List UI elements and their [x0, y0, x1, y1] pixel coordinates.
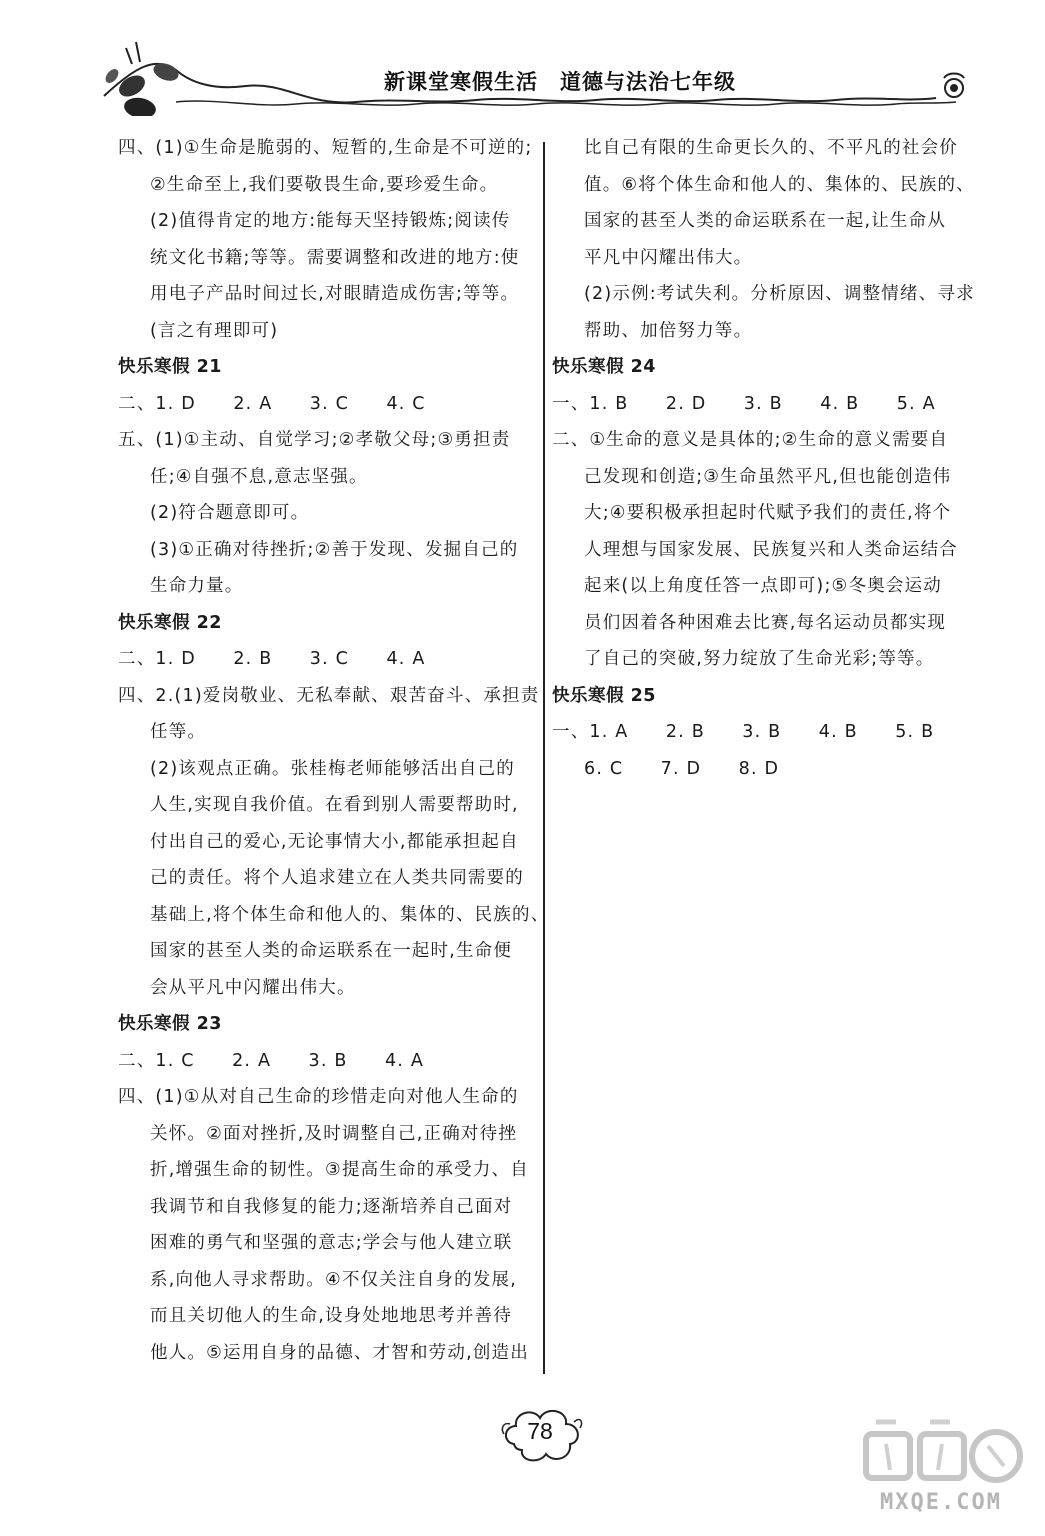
right-answer-column — [552, 130, 975, 787]
left-answer-line: 二、1. C 2. A 3. B 4. A — [118, 1050, 425, 1071]
left-section-heading: 快乐寒假 23 — [118, 1014, 222, 1034]
right-answer-line: (2)示例:考试失利。分析原因、调整情绪、寻求 — [584, 284, 975, 304]
left-answer-line: 他人。⑤运用自身的品德、才智和劳动,创造出 — [150, 1342, 529, 1363]
left-answer-line: 四、2.(1)爱岗敬业、无私奉献、艰苦奋斗、承担责 — [118, 685, 540, 706]
left-answer-line: ②生命至上,我们要敬畏生命,要珍爱生命。 — [150, 174, 499, 195]
right-answer-line: 平凡中闪耀出伟大。 — [584, 247, 753, 268]
right-answer-line: 一、1. A 2. B 3. B 4. B 5. B — [552, 722, 935, 742]
left-answer-line: 二、1. D 2. A 3. C 4. C — [118, 393, 426, 414]
right-answer-line: 二、①生命的意义是具体的;②生命的意义需要自 — [552, 430, 949, 450]
column-divider — [543, 142, 545, 1374]
left-answer-line: 国家的甚至人类的命运联系在一起时,生命便 — [150, 941, 513, 961]
left-section-heading: 快乐寒假 21 — [118, 357, 222, 377]
right-answer-line: 人理想与国家发展、民族复兴和人类命运结合 — [584, 539, 958, 560]
left-answer-line: 折,增强生命的韧性。③提高生命的承受力、自 — [150, 1160, 529, 1180]
subject-title: 道德与法治七年级 — [560, 70, 736, 94]
right-answer-line: 一、1. B 2. D 3. B 4. B 5. A — [552, 393, 936, 414]
left-answer-line: 困难的勇气和坚强的意志;学会与他人建立联 — [150, 1233, 513, 1253]
watermark-url: MXQE.COM — [880, 1490, 1002, 1515]
left-answer-line: (2)值得肯定的地方:能每天坚持锻炼;阅读传 — [150, 211, 511, 231]
left-answer-line: (2)该观点正确。张桂梅老师能够活出自己的 — [150, 758, 515, 779]
left-answer-line: 二、1. D 2. B 3. C 4. A — [118, 649, 426, 669]
left-answer-line: 系,向他人寻求帮助。④不仅关注自身的发展, — [150, 1269, 518, 1290]
left-answer-line: 我调节和自我修复的能力;逐渐培养自己面对 — [150, 1196, 513, 1217]
page-header — [384, 66, 736, 96]
right-answer-line: 大;④要积极承担起时代赋予我们的责任,将个 — [584, 503, 952, 523]
left-answer-line: 五、(1)①主动、自觉学习;②孝敬父母;③勇担责 — [118, 430, 511, 450]
left-answer-line: 己的责任。将个人追求建立在人类共同需要的 — [150, 868, 524, 888]
right-answer-line: 帮助、加倍努力等。 — [584, 320, 753, 341]
left-answer-line: 任;④自强不息,意志坚强。 — [150, 466, 368, 487]
left-answer-line: (言之有理即可) — [150, 320, 279, 341]
left-answer-line: 任等。 — [150, 722, 207, 742]
left-answer-line: 付出自己的爱心,无论事情大小,都能承担起自 — [150, 831, 519, 852]
left-section-heading: 快乐寒假 22 — [118, 612, 222, 633]
right-answer-line: 了自己的突破,努力绽放了生命光彩;等等。 — [584, 649, 935, 669]
left-answer-line: 用电子产品时间过长,对眼睛造成伤害;等等。 — [150, 284, 520, 304]
left-answer-line: (3)①正确对待挫折;②善于发现、发掘自己的 — [150, 539, 519, 560]
left-answer-line: 基础上,将个体生命和他人的、集体的、民族的、 — [150, 904, 550, 925]
left-answer-line: (2)符合题意即可。 — [150, 503, 310, 523]
left-answer-column — [118, 130, 550, 1371]
left-answer-line: 四、(1)①从对自己生命的珍惜走向对他人生命的 — [118, 1087, 519, 1107]
right-answer-line: 值。⑥将个体生命和他人的、集体的、民族的、 — [584, 174, 975, 195]
left-answer-line: 统文化书籍;等等。需要调整和改进的地方:使 — [150, 247, 520, 268]
page-number-badge — [500, 1404, 584, 1468]
left-answer-line: 人生,实现自我价值。在看到别人需要帮助时, — [150, 795, 519, 815]
right-section-heading: 快乐寒假 25 — [552, 685, 656, 706]
right-answer-line: 比自己有限的生命更长久的、不平凡的社会价 — [584, 138, 958, 158]
left-answer-line: 生命力量。 — [150, 576, 244, 596]
page-number: 78 — [527, 1418, 553, 1444]
left-answer-line: 关怀。②面对挫折,及时调整自己,正确对待挫 — [150, 1123, 518, 1144]
right-answer-line: 国家的甚至人类的命运联系在一起,让生命从 — [584, 211, 947, 231]
right-answer-line: 起来(以上角度任答一点即可);⑤冬奥会运动 — [584, 576, 942, 596]
right-section-heading: 快乐寒假 24 — [552, 357, 656, 377]
left-answer-line: 会从平凡中闪耀出伟大。 — [150, 977, 356, 998]
left-answer-line: 而且关切他人的生命,设身处地地思考并善待 — [150, 1306, 513, 1326]
left-answer-line: 四、(1)①生命是脆弱的、短暂的,生命是不可逆的; — [118, 138, 533, 158]
right-answer-line: 6. C 7. D 8. D — [584, 758, 780, 779]
right-answer-line: 员们因着各种困难去比赛,每名运动员都实现 — [584, 612, 947, 633]
book-title: 新课堂寒假生活 — [384, 70, 538, 94]
right-answer-line: 己发现和创造;③生命虽然平凡,但也能创造伟 — [584, 466, 952, 487]
